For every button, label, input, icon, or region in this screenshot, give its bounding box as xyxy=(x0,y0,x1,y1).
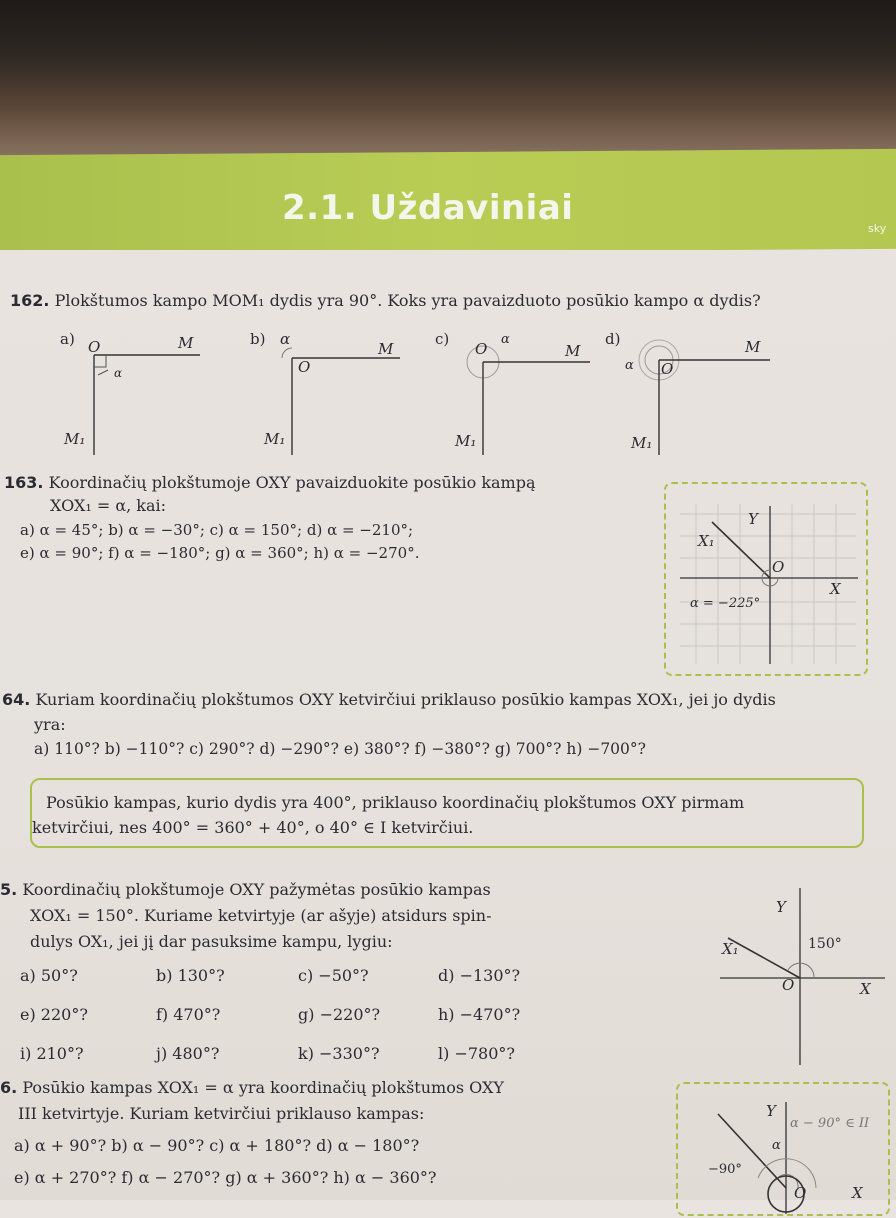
note-box xyxy=(30,778,864,848)
axis-x-label: X xyxy=(830,580,841,598)
axis-x-label: X xyxy=(852,1184,863,1202)
option-cell: c) −50°? xyxy=(298,966,369,985)
problem-165-line2: XOX₁ = 150°. Kuriame ketvirtyje (ar ašyje) atsidurs spin- xyxy=(30,906,492,925)
arc-alpha xyxy=(282,348,292,358)
problem-163-line2: XOX₁ = α, kai: xyxy=(50,496,167,515)
point-o: O xyxy=(661,360,674,378)
point-m1: M₁ xyxy=(455,432,477,450)
problem-166-line2: III ketvirtyje. Kuriam ketvirčiui priklauso kampas: xyxy=(18,1104,425,1123)
problem-166-options-2: e) α + 270°? f) α − 270°? g) α + 360°? h) α − 360°? xyxy=(14,1168,437,1187)
figure-label: d) xyxy=(605,330,621,348)
problem-164-line2: yra: xyxy=(34,715,66,734)
alpha-label: α xyxy=(114,366,123,380)
origin-label: O xyxy=(772,558,785,576)
note-line2: ketvirčiui, nes 400° = 360° + 40°, o 40° ∈ I ketvirčiui. xyxy=(32,818,474,837)
problem-164-line1 xyxy=(2,690,776,709)
background-wood xyxy=(0,0,896,165)
axis-x-label: X xyxy=(860,980,871,998)
origin-label: O xyxy=(794,1184,807,1202)
point-m1: M₁ xyxy=(64,430,86,448)
problem-162 xyxy=(10,291,761,310)
ray-x1-label: X₁ xyxy=(722,940,739,958)
point-m: M xyxy=(745,338,761,356)
figure-162c xyxy=(435,330,595,464)
angle-value-label: 150° xyxy=(808,936,842,952)
coordinate-grid xyxy=(666,484,866,674)
figure-162d xyxy=(605,330,775,464)
problem-number: 64. xyxy=(2,690,31,709)
header-side-text: sky xyxy=(868,222,887,235)
problem-163-options-1: a) α = 45°; b) α = −30°; c) α = 150°; d) α = −210°; xyxy=(20,521,414,539)
option-cell: d) −130°? xyxy=(438,966,521,985)
axis-y-label: Y xyxy=(766,1102,776,1120)
ray-ox1 xyxy=(712,522,770,578)
ray-x1-label: X₁ xyxy=(698,532,715,550)
problem-text: Koordinačių plokštumoje OXY pavaizduokite posūkio kampą xyxy=(48,473,536,492)
alpha-label: α xyxy=(501,332,510,347)
problem-166-line1 xyxy=(0,1078,504,1097)
origin-label: O xyxy=(782,976,795,994)
point-m1: M₁ xyxy=(631,434,653,452)
figure-165-svg xyxy=(710,880,890,1070)
example-box-163 xyxy=(664,482,868,676)
point-o: O xyxy=(298,358,311,376)
problem-text: Koordinačių plokštumoje OXY pažymėtas posūkio kampas xyxy=(22,880,491,899)
minus-90-label: −90° xyxy=(708,1162,742,1177)
point-o: O xyxy=(88,338,101,356)
option-cell: i) 210°? xyxy=(20,1044,84,1063)
problem-number: 162. xyxy=(10,291,50,310)
problem-163-line1 xyxy=(4,473,536,492)
alpha-label: α xyxy=(772,1138,781,1153)
option-cell: b) 130°? xyxy=(156,966,225,985)
problem-number: 163. xyxy=(4,473,44,492)
problem-text: Kuriam koordinačių plokštumos OXY ketvirčiui priklauso posūkio kampas XOX₁, jei jo dydis xyxy=(35,690,776,709)
point-m: M xyxy=(378,340,394,358)
alpha-label: α xyxy=(625,358,634,373)
problem-166-options-1: a) α + 90°? b) α − 90°? c) α + 180°? d) α − 180°? xyxy=(14,1136,420,1155)
right-angle-mark xyxy=(94,355,106,367)
figure-label: b) xyxy=(250,330,266,348)
option-cell: a) 50°? xyxy=(20,966,78,985)
problem-163-options-2: e) α = 90°; f) α = −180°; g) α = 360°; h) α = −270°. xyxy=(20,544,420,562)
problem-164-options: a) 110°? b) −110°? c) 290°? d) −290°? e) 380°? f) −380°? g) 700°? h) −700°? xyxy=(34,740,646,758)
note-line1: Posūkio kampas, kurio dydis yra 400°, priklauso koordinačių plokštumos OXY pirmam xyxy=(46,793,745,812)
figure-label: c) xyxy=(435,330,450,348)
point-m1: M₁ xyxy=(264,430,286,448)
option-cell: g) −220°? xyxy=(298,1005,381,1024)
problem-165-line3: dulys OX₁, jei jį dar pasuksime kampu, lygiu: xyxy=(30,932,393,951)
option-cell: e) 220°? xyxy=(20,1005,88,1024)
option-cell: l) −780°? xyxy=(438,1044,515,1063)
figure-162a xyxy=(60,330,210,464)
problem-number: 6. xyxy=(0,1078,18,1097)
option-cell: f) 470°? xyxy=(156,1005,221,1024)
arc-arrow xyxy=(98,370,108,375)
problem-text: Posūkio kampas XOX₁ = α yra koordinačių plokštumos OXY xyxy=(22,1078,504,1097)
point-m: M xyxy=(178,334,194,352)
problem-text: Plokštumos kampo MOM₁ dydis yra 90°. Koks yra pavaizduoto posūkio kampo α dydis? xyxy=(54,291,761,310)
problem-number: 5. xyxy=(0,880,18,899)
figure-label: a) xyxy=(60,330,75,348)
alpha-label: α xyxy=(280,330,291,348)
option-cell: k) −330°? xyxy=(298,1044,380,1063)
angle-value-label: α = −225° xyxy=(690,596,761,611)
option-cell: j) 480°? xyxy=(156,1044,220,1063)
angle-arc-outer xyxy=(758,1159,816,1188)
quadrant-label: α − 90° ∈ II xyxy=(790,1116,870,1131)
point-o: O xyxy=(475,340,488,358)
option-cell: h) −470°? xyxy=(438,1005,521,1024)
point-m: M xyxy=(565,342,581,360)
example-box-166 xyxy=(676,1082,890,1216)
axis-y-label: Y xyxy=(776,898,786,916)
section-title: 2.1. Uždaviniai xyxy=(282,188,574,228)
axis-y-label: Y xyxy=(748,510,758,528)
problem-165-line1 xyxy=(0,880,491,899)
figure-165 xyxy=(710,880,890,1074)
figure-162b xyxy=(250,330,410,464)
